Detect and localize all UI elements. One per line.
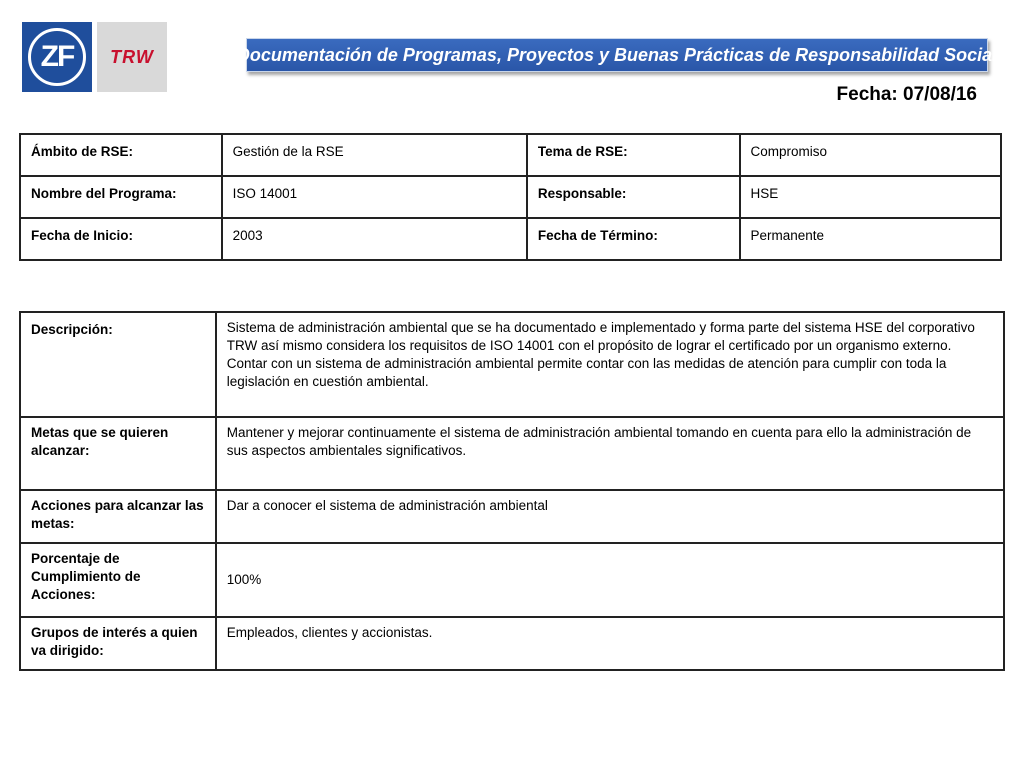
table-row xyxy=(20,543,1004,617)
tema-label: Tema de RSE: xyxy=(527,134,740,176)
title-banner xyxy=(236,38,998,72)
fecha-inicio-label: Fecha de Inicio: xyxy=(20,218,222,260)
responsable-value: HSE xyxy=(740,176,1002,218)
document-date: Fecha: 07/08/16 xyxy=(836,84,977,105)
ambito-value: Gestión de la RSE xyxy=(222,134,527,176)
zf-logo xyxy=(22,22,92,92)
table-row xyxy=(20,134,1001,176)
tema-value: Compromiso xyxy=(740,134,1002,176)
fecha-termino-value: Permanente xyxy=(740,218,1002,260)
descripcion-paragraph-1: Sistema de administración ambiental que se ha documentado e implementado y forma parte del sistema HSE del corporativo TRW así mismo considera los requisitos de ISO 14001 con el propósito de lograr el certificado por un organismo externo. xyxy=(226,320,975,353)
table-row xyxy=(20,417,1004,490)
responsable-label: Responsable: xyxy=(527,176,740,218)
ambito-label: Ámbito de RSE: xyxy=(20,134,222,176)
table-row xyxy=(20,218,1001,260)
descripcion-paragraph-2: Contar con un sistema de administración ambiental permite contar con las medidas de atención para cumplir con toda la legislación en cuestión ambiental. xyxy=(226,356,947,389)
metas-value: Mantener y mejorar continuamente el sistema de administración ambiental tomando en cuenta para ello la administración de sus aspectos ambientales significativos. xyxy=(216,417,1004,490)
acciones-label: Acciones para alcanzar las metas: xyxy=(20,490,216,543)
grupos-value: Empleados, clientes y accionistas. xyxy=(216,617,1004,670)
metas-label: Metas que se quieren alcanzar: xyxy=(20,417,216,490)
grupos-label: Grupos de interés a quien va dirigido: xyxy=(20,617,216,670)
porcentaje-label: Porcentaje de Cumplimiento de Acciones: xyxy=(20,543,216,617)
zf-logo-ring xyxy=(28,28,86,86)
table-row xyxy=(20,176,1001,218)
trw-logo-text: TRW xyxy=(110,46,154,67)
fecha-inicio-value: 2003 xyxy=(222,218,527,260)
program-detail-table xyxy=(19,311,1005,671)
page-title: Documentación de Programas, Proyectos y Buenas Prácticas de Responsabilidad Social xyxy=(236,44,998,65)
zf-logo-text: ZF xyxy=(40,40,74,73)
descripcion-label: Descripción: xyxy=(20,312,216,417)
table-row xyxy=(20,312,1004,417)
porcentaje-value: 100% xyxy=(216,543,1004,617)
nombre-programa-label: Nombre del Programa: xyxy=(20,176,222,218)
nombre-programa-value: ISO 14001 xyxy=(222,176,527,218)
fecha-termino-label: Fecha de Término: xyxy=(527,218,740,260)
acciones-value: Dar a conocer el sistema de administración ambiental xyxy=(216,490,1004,543)
table-row xyxy=(20,490,1004,543)
descripcion-value xyxy=(216,312,1004,417)
program-info-table xyxy=(19,133,1002,261)
trw-logo xyxy=(97,22,167,92)
table-row xyxy=(20,617,1004,670)
